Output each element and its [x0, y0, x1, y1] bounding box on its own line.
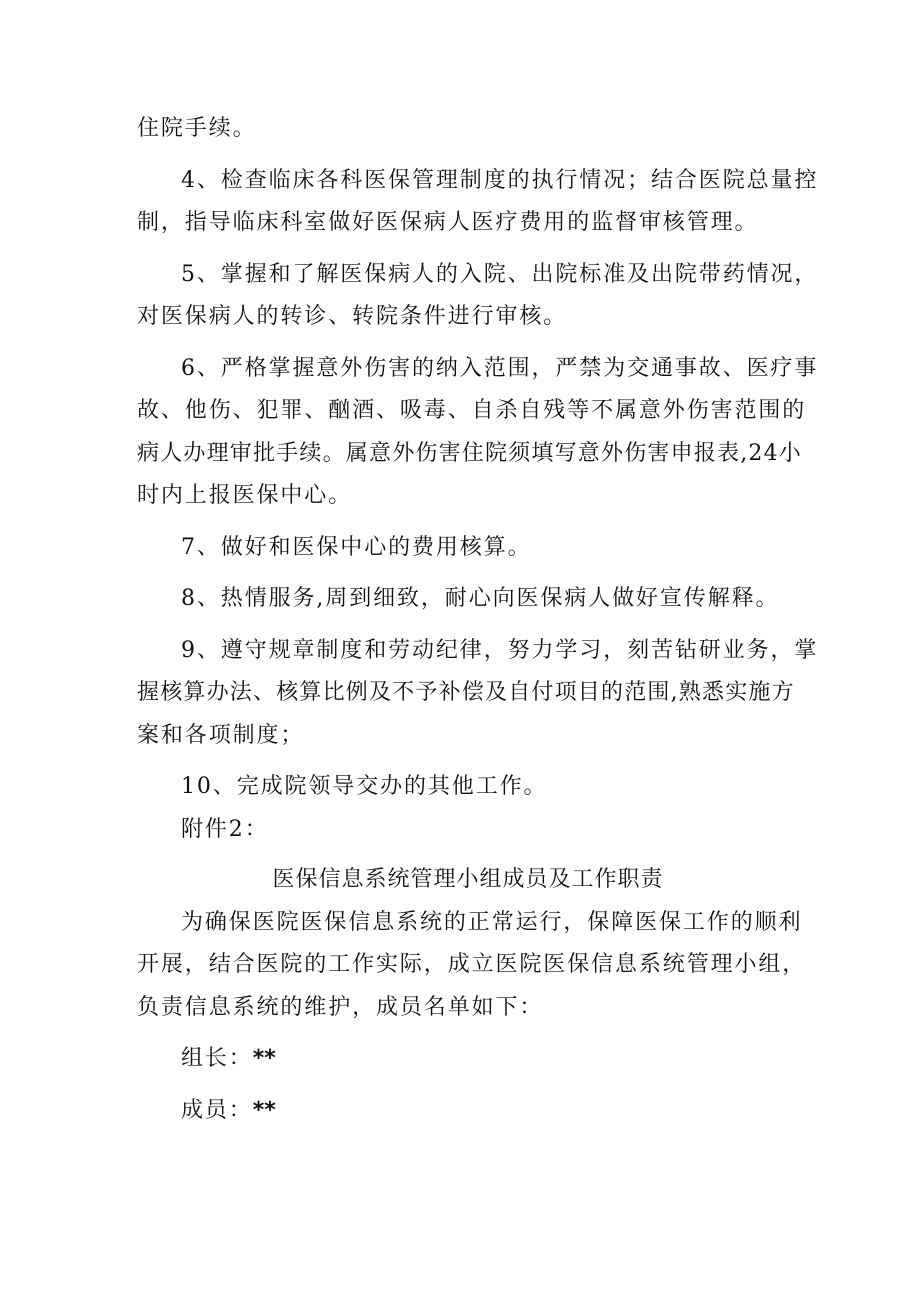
leader-line	[137, 1038, 799, 1081]
duty-item-10	[137, 766, 799, 809]
text-line: 开展，结合医院的工作实际，成立医院医保信息系统管理小组，	[137, 952, 807, 977]
text-line: 时内上报医保中心。	[137, 483, 353, 508]
text-line: 4、检查临床各科医保管理制度的执行情况；结合医院总量控	[181, 167, 819, 193]
text-line: 8、热情服务,周到细致，耐心向医保病人做好宣传解释。	[181, 586, 780, 611]
intro-paragraph	[137, 902, 807, 1030]
section-title: 医保信息系统管理小组成员及工作职责	[272, 867, 664, 892]
text-line: 6、严格掌握意外伤害的纳入范围，严禁为交通事故、医疗事	[181, 355, 819, 381]
member-value: **	[252, 1097, 276, 1123]
document-page	[137, 108, 819, 1132]
text-line: 对医保病人的转诊、转院条件进行审核。	[137, 304, 568, 329]
text-line: 5、掌握和了解医保病人的入院、出院标准及出院带药情况，	[181, 261, 819, 287]
text-line: 为确保医院医保信息系统的正常运行，保障医保工作的顺利	[181, 909, 803, 935]
continuation-line: 住院手续。	[137, 116, 257, 141]
duty-item-8	[137, 578, 799, 621]
text-line: 病人办理审批手续。属意外伤害住院须填写意外伤害申报表,24小	[137, 440, 802, 466]
duty-item-7	[137, 527, 799, 570]
duty-item-4	[137, 160, 819, 245]
duty-item-6	[137, 348, 819, 518]
text-line: 10、完成院领导交办的其他工作。	[181, 774, 548, 799]
member-label: 成员：	[181, 1097, 253, 1123]
text-line: 案和各项制度；	[137, 722, 305, 748]
duty-item-5	[137, 254, 819, 339]
text-line: 制，指导临床科室做好医保病人医疗费用的监督审核管理。	[137, 210, 759, 235]
text-line: 握核算办法、核算比例及不予补偿及自付项目的范围,熟悉实施方	[137, 680, 795, 705]
text-line: 负责信息系统的维护，成员名单如下：	[137, 994, 544, 1020]
text-line: 9、遵守规章制度和劳动纪律，努力学习，刻苦钻研业务，掌	[181, 637, 819, 663]
duty-item-9	[137, 630, 819, 758]
text-line: 故、他伤、犯罪、酗酒、吸毒、自杀自残等不属意外伤害范围的	[137, 398, 807, 423]
member-line	[137, 1090, 799, 1133]
attachment-label: 附件2：	[181, 816, 269, 842]
text-line: 7、做好和医保中心的费用核算。	[181, 534, 532, 560]
leader-value: **	[252, 1046, 276, 1071]
leader-label: 组长：	[181, 1046, 253, 1071]
